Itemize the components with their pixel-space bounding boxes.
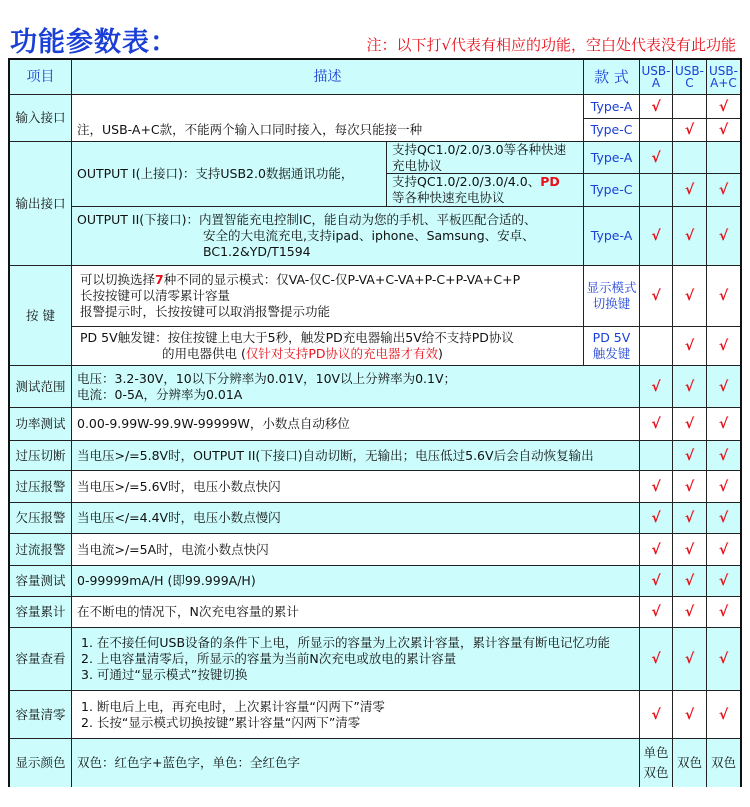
check-cell: √ — [707, 119, 740, 142]
check-cell: √ — [673, 471, 707, 503]
button-pd-desc — [72, 327, 584, 366]
line: 1. 断电后上电，再充电时，上次累计容量“闪两下”清零 — [81, 698, 385, 714]
line — [80, 346, 443, 362]
line: 在不断电的情况下，N次充电容量的累计 — [77, 604, 299, 619]
check-cell: √ — [640, 597, 673, 628]
line: 1. 在不接任何USB设备的条件下上电，所显示的容量为上次累计容量，累计容量有断电记忆功能 — [81, 635, 611, 650]
line: 切换键 — [592, 296, 631, 311]
row-label: 容量清零 — [10, 691, 72, 739]
check-cell — [640, 174, 673, 207]
check-cell: √ — [640, 503, 673, 534]
row-label: 功率测试 — [10, 408, 72, 441]
output2-desc — [72, 207, 584, 266]
check-cell: √ — [707, 366, 740, 408]
check-cell: √ — [673, 691, 707, 739]
check-cell: √ — [707, 408, 740, 441]
display-usb-a — [640, 739, 673, 787]
check-cell: √ — [673, 628, 707, 691]
line: 当电压>/=5.8V时，OUTPUT II(下接口)自动切断，无输出；电压低过5.6V后会自动恢复输出 — [77, 447, 594, 463]
row-desc — [72, 691, 640, 739]
row-label: 容量累计 — [10, 597, 72, 628]
check-cell: √ — [707, 503, 740, 534]
row-label: 测试范围 — [10, 366, 72, 408]
row-label-input: 输入接口 — [10, 95, 72, 142]
row-desc — [72, 534, 640, 566]
text: 的用电器供电 ( — [162, 346, 246, 361]
output1-sub-c-desc — [387, 174, 584, 207]
pd-highlight: PD — [540, 174, 560, 189]
line: 安全的大电流充电,支持ipad、iphone、Samsung、安卓、 — [203, 228, 535, 243]
line: 显示模式 — [586, 280, 637, 295]
check-cell: √ — [707, 597, 740, 628]
line: 电流：0-5A，分辨率为0.01A — [77, 386, 243, 402]
check-cell — [673, 95, 707, 119]
output1-style-type-a: Type-A — [584, 142, 640, 174]
row-desc — [72, 366, 640, 408]
check-cell: √ — [673, 366, 707, 408]
check-cell: √ — [640, 534, 673, 566]
check-cell: √ — [673, 174, 707, 207]
check-cell: √ — [673, 266, 707, 327]
check-cell: √ — [707, 207, 740, 266]
input-style-type-c: Type-C — [584, 119, 640, 142]
page-title: 功能参数表： — [10, 27, 178, 58]
row-label-button: 按 键 — [10, 266, 72, 366]
check-cell: √ — [707, 266, 740, 327]
row-label: 欠压报警 — [10, 503, 72, 534]
header-usb-c-l2: C — [685, 76, 694, 90]
check-cell: √ — [707, 174, 740, 207]
check-cell: √ — [707, 691, 740, 739]
line: 0-99999mA/H (即99.999A/H) — [77, 573, 256, 588]
output1-sub-a-desc — [387, 142, 584, 174]
check-cell: √ — [673, 503, 707, 534]
line: BC1.2&YD/T1594 — [203, 244, 311, 259]
display-usb-ac: 双色 — [707, 739, 740, 787]
input-style-type-a: Type-A — [584, 95, 640, 119]
check-cell: √ — [673, 119, 707, 142]
line: PD 5V — [592, 330, 631, 345]
check-cell: √ — [640, 566, 673, 597]
row-label: 过压报警 — [10, 471, 72, 503]
check-cell — [640, 119, 673, 142]
output2-style-type-a: Type-A — [584, 207, 640, 266]
text: 支持QC1.0/2.0/3.0/4.0、 — [392, 174, 541, 189]
line: 3. 可通过“显示模式”按键切换 — [81, 667, 248, 682]
check-cell: √ — [640, 471, 673, 503]
check-cell: √ — [673, 534, 707, 566]
row-label: 容量查看 — [10, 628, 72, 691]
input-desc: 注，USB-A+C款，不能两个输入口同时接入，每次只能接一种 — [72, 95, 584, 142]
header-usb-c — [673, 60, 707, 95]
line: 当电压>/=5.6V时，电压小数点快闪 — [77, 478, 281, 494]
function-table — [8, 58, 742, 787]
check-cell: √ — [673, 327, 707, 366]
line: 双色 — [643, 765, 669, 780]
row-desc — [72, 503, 640, 534]
check-cell: √ — [673, 441, 707, 471]
text: 可以切换选择 — [80, 272, 156, 287]
check-cell: √ — [673, 566, 707, 597]
header-usb-ac-l1: USB- — [709, 64, 738, 78]
check-cell: √ — [707, 534, 740, 566]
button-mode-style — [584, 266, 640, 327]
check-cell — [707, 142, 740, 174]
text: 种不同的显示模式：仅VA-仅C-仅P-VA+C-VA+P-C+P-VA+C+P — [163, 272, 521, 287]
header-style: 款 式 — [584, 60, 640, 95]
header-desc: 描述 — [72, 60, 584, 95]
row-desc — [72, 628, 640, 691]
header-usb-a-l1: USB- — [641, 64, 671, 78]
line: 单色 — [643, 745, 669, 760]
check-cell: √ — [707, 95, 740, 119]
check-cell: √ — [673, 408, 707, 441]
check-cell: √ — [640, 366, 673, 408]
row-label: 过压切断 — [10, 441, 72, 471]
row-desc — [72, 408, 640, 441]
check-cell: √ — [640, 691, 673, 739]
line: PD 5V触发键：按住按键上电大于5秒，触发PD充电器输出5V给不支持PD协议 — [80, 330, 514, 345]
line — [392, 174, 560, 190]
button-mode-desc — [72, 266, 584, 327]
check-cell: √ — [673, 207, 707, 266]
output1-style-type-c: Type-C — [584, 174, 640, 207]
check-cell: √ — [640, 95, 673, 119]
check-cell: √ — [640, 628, 673, 691]
check-cell: √ — [707, 628, 740, 691]
line: 报警提示时，长按按键可以取消报警提示功能 — [80, 304, 331, 319]
row-desc — [72, 597, 640, 628]
line: 当电流>/=5A时，电流小数点快闪 — [77, 541, 269, 557]
check-cell — [640, 441, 673, 471]
line: 触发键 — [592, 346, 631, 361]
pd-note-highlight: 仅针对支持PD协议的充电器才有效 — [245, 346, 439, 361]
check-cell: √ — [640, 142, 673, 174]
header-usb-ac — [707, 60, 740, 95]
check-cell: √ — [707, 566, 740, 597]
line: 0.00-9.99W-99.9W-99999W，小数点自动移位 — [77, 416, 350, 431]
line: 2. 上电容量清零后，所显示的容量为当前N次充电或放电的累计容量 — [81, 651, 457, 666]
check-cell: √ — [707, 471, 740, 503]
header-item: 项目 — [10, 60, 72, 95]
line: 充电协议 — [392, 157, 443, 173]
check-cell — [640, 327, 673, 366]
check-cell: √ — [673, 597, 707, 628]
line: 电压：3.2-30V，10以下分辨率为0.01V，10V以上分辨率为0.1V； — [77, 370, 457, 386]
line: 等各种快速充电协议 — [392, 190, 505, 205]
row-label: 容量测试 — [10, 566, 72, 597]
row-desc — [72, 471, 640, 503]
display-desc: 双色：红色字+蓝色字，单色：全红色字 — [72, 739, 640, 787]
row-desc — [72, 566, 640, 597]
check-cell: √ — [707, 327, 740, 366]
header-usb-a-l2: A — [651, 76, 661, 90]
header-usb-c-l1: USB- — [675, 64, 704, 78]
line: 长按按键可以清零累计容量 — [80, 288, 231, 303]
header-usb-a — [640, 60, 673, 95]
row-label: 过流报警 — [10, 534, 72, 566]
line: 2. 长按“显示模式切换按键”累计容量“闪两下”清零 — [81, 714, 361, 730]
check-cell — [673, 142, 707, 174]
check-cell: √ — [640, 408, 673, 441]
mode-count: 7 — [155, 272, 164, 287]
line: 支持QC1.0/2.0/3.0等各种快速 — [392, 142, 567, 157]
row-label-display: 显示颜色 — [10, 739, 72, 787]
text: ) — [438, 346, 443, 361]
check-cell: √ — [707, 441, 740, 471]
display-usb-c: 双色 — [673, 739, 707, 787]
legend-note: 注：以下打√代表有相应的功能，空白处代表没有此功能 — [366, 36, 736, 54]
header-usb-ac-l2: A+C — [710, 76, 737, 90]
check-cell: √ — [640, 266, 673, 327]
button-pd-style — [584, 327, 640, 366]
row-desc — [72, 441, 640, 471]
check-cell: √ — [640, 207, 673, 266]
line: OUTPUT II(下接口)：内置智能充电控制IC，能自动为您的手机、平板匹配合适的、 — [77, 212, 537, 227]
output1-desc: OUTPUT I(上接口)：支持USB2.0数据通讯功能， — [72, 142, 387, 207]
line: 当电压</=4.4V时，电压小数点慢闪 — [77, 510, 281, 525]
row-label-output: 输出接口 — [10, 142, 72, 266]
line — [80, 272, 520, 288]
